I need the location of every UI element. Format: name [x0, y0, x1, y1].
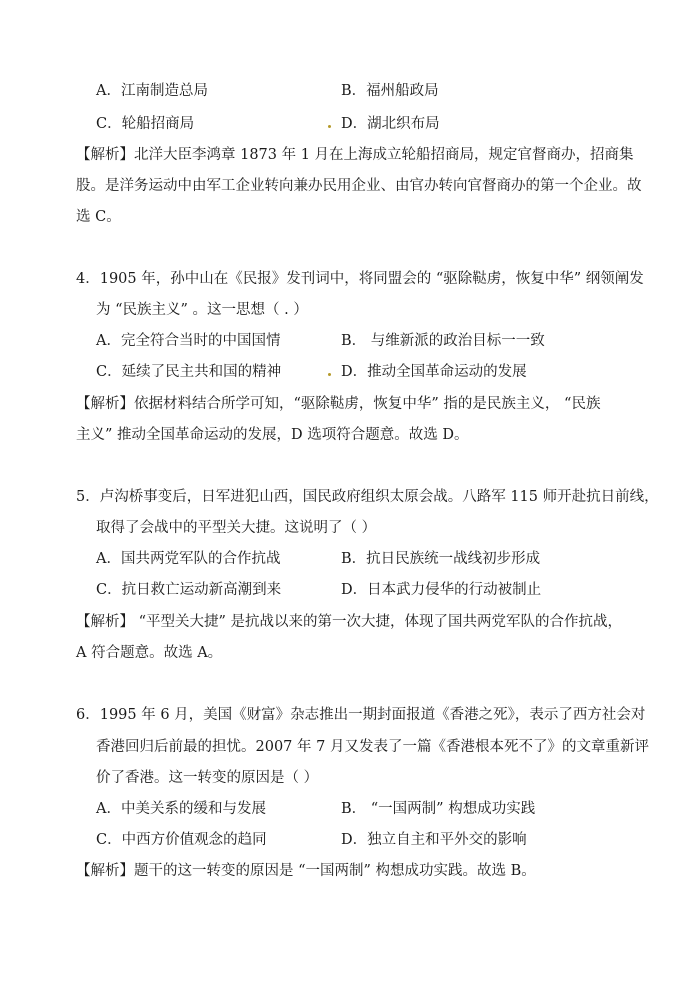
q6-stem-line-2: 香港回归后前最的担忧。2007 年 7 月又发表了一篇《香港根本死不了》的文章重新评 [96, 739, 649, 755]
q6-option-d: D．独立自主和平外交的影响 [341, 832, 527, 848]
q5-option-b: B．抗日民族统一战线初步形成 [341, 551, 541, 567]
mark-dot [328, 373, 331, 376]
q5-stem-line-1: 5．卢沟桥事变后，日军进犯山西，国民政府组织太原会战。八路军 115 师开赴抗日前线， [76, 489, 659, 505]
q5-stem-line-2: 取得了会战中的平型关大捷。这说明了（ ） [96, 520, 377, 536]
q4-stem-line-1: 4．1905 年，孙中山在《民报》发刊词中，将同盟会的 “驱除鞑虏，恢复中华” 纲领阐发 [76, 271, 644, 287]
q4-option-a: A．完全符合当时的中国国情 [96, 333, 281, 349]
q6-stem-line-1: 6．1995 年 6 月，美国《财富》杂志推出一期封面报道《香港之死》，表示了西方社会对 [76, 707, 646, 723]
q6-analysis-line-1: 【解析】题干的这一转变的原因是 “一国两制” 构想成功实践。故选 B。 [76, 863, 536, 879]
q6-option-b: B． “一国两制” 构想成功实践 [341, 801, 536, 817]
q4-analysis-line-2: 主义” 推动全国革命运动的发展，D 选项符合题意。故选 D。 [76, 427, 469, 443]
q4-analysis-line-1: 【解析】依据材料结合所学可知，“驱除鞑虏，恢复中华” 指的是民族主义， “民族 [76, 396, 601, 412]
q6-option-a: A．中美关系的缓和与发展 [96, 801, 266, 817]
q4-option-b: B． 与维新派的政治目标一一致 [341, 333, 545, 349]
q6-stem-line-3: 价了香港。这一转变的原因是（ ） [96, 770, 319, 786]
q4-option-c: C．延续了民主共和国的精神 [96, 364, 282, 380]
q3-analysis-line-1: 【解析】北洋大臣李鸿章 1873 年 1 月在上海成立轮船招商局，规定官督商办，招商集 [76, 147, 634, 163]
mark-dot [328, 125, 331, 128]
q5-analysis-line-2: A 符合题意。故选 A。 [76, 645, 223, 661]
q5-option-a: A．国共两党军队的合作抗战 [96, 551, 281, 567]
q4-stem-line-2: 为 “民族主义” 。这一思想（ . ） [96, 302, 308, 318]
q3-option-c: C．轮船招商局 [96, 116, 195, 132]
q5-option-d: D．日本武力侵华的行动被制止 [341, 582, 542, 598]
q6-option-c: C．中西方价值观念的趋同 [96, 832, 267, 848]
q3-analysis-line-2: 股。是洋务运动中由军工企业转向兼办民用企业、由官办转向官督商办的第一个企业。故 [76, 178, 642, 194]
q4-option-d: D．推动全国革命运动的发展 [341, 364, 527, 380]
q5-option-c: C．抗日救亡运动新高潮到来 [96, 582, 282, 598]
q3-option-d: D．湖北织布局 [341, 116, 440, 132]
q3-option-b: B．福州船政局 [341, 83, 439, 99]
q5-analysis-line-1: 【解析】 “平型关大捷” 是抗战以来的第一次大捷，体现了国共两党军队的合作抗战， [76, 614, 623, 630]
q3-option-a: A．江南制造总局 [96, 83, 208, 99]
q3-analysis-line-3: 选 C。 [76, 209, 121, 225]
